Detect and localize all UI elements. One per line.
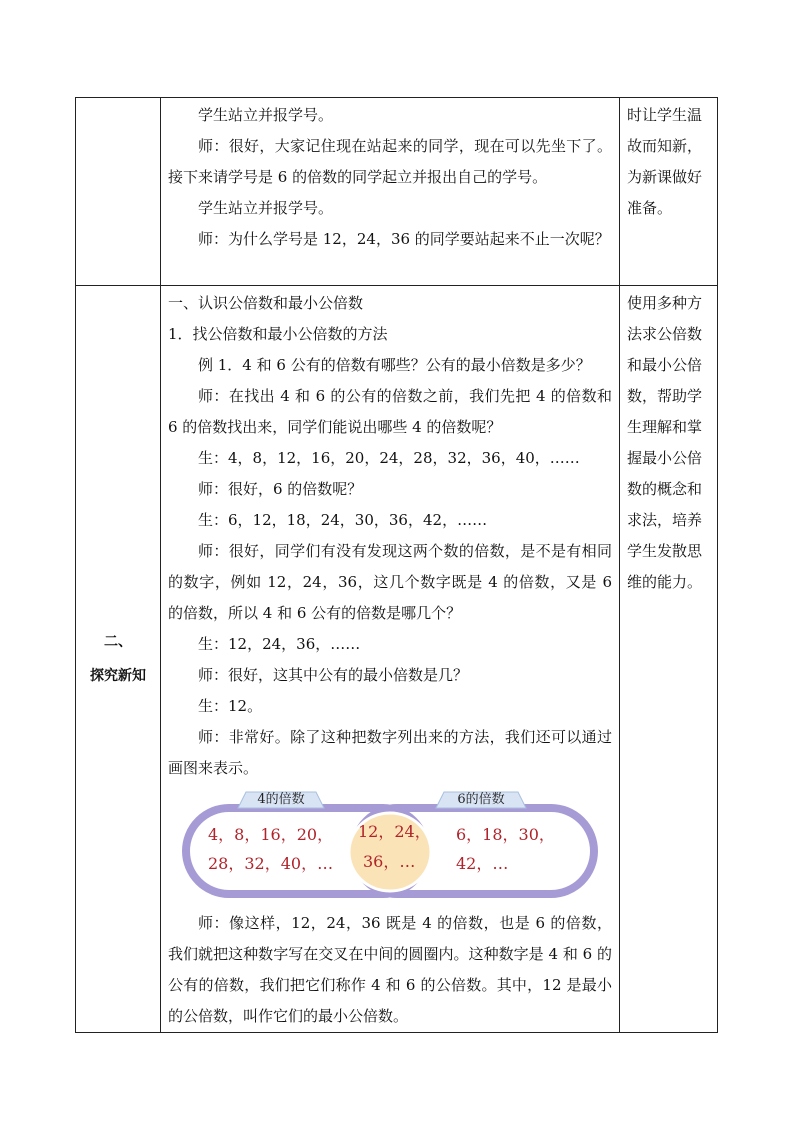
- paragraph: 师：很好，6 的倍数呢？: [198, 480, 363, 498]
- venn-diagram: [168, 786, 612, 904]
- common-numbers-line1: 12，24，: [358, 822, 431, 841]
- lesson-plan-table: [75, 97, 718, 1033]
- stage-cell-empty: [76, 98, 161, 286]
- note-cell-intro: [620, 98, 718, 286]
- table-row-intro: [76, 98, 718, 286]
- paragraph: 师：很好，同学们有没有发现这两个数的倍数，是不是有相同的数字，例如 12，24，36，这几个数字既是 4 的倍数，又是 6 的倍数，所以 4 和 6 公有的倍数是哪几个？: [168, 542, 612, 622]
- paragraph: 生：12，24，36，……: [198, 635, 361, 653]
- paragraph: 师：像这样，12，24，36 既是 4 的倍数，也是 6 的倍数，我们就把这种数字写在交叉在中间的圆圈内。这种数字是 4 和 6 的公有的倍数，我们把它们称作 4 和 6 的公倍数。其中，12 是最小的公倍数，叫作它们的最小公倍数。: [168, 914, 612, 1025]
- paragraph: 生：6，12，18，24，30，36，42，……: [198, 511, 488, 529]
- stage-cell-explore: [76, 286, 161, 1033]
- paragraph: 例 1．4 和 6 公有的倍数有哪些？公有的最小倍数是多少？: [198, 356, 591, 374]
- paragraph: 师：很好，大家记住现在站起来的同学，现在可以先坐下了。接下来请学号是 6 的倍数的同学起立并报出自己的学号。: [168, 137, 612, 186]
- paragraph: 师：为什么学号是 12，24，36 的同学要站起来不止一次呢？: [198, 230, 610, 248]
- left-set-label: 4的倍数: [257, 792, 305, 807]
- design-note: 时让学生温故而知新，为新课做好准备。: [627, 106, 703, 217]
- table-row-explore: [76, 286, 718, 1033]
- stage-number: 二、: [104, 634, 132, 650]
- paragraph: 学生站立并报学号。: [198, 106, 334, 124]
- note-cell-explore: [620, 286, 718, 1033]
- right-numbers-line2: 42，…: [456, 854, 509, 873]
- paragraph: 学生站立并报学号。: [198, 199, 334, 217]
- paragraph: 师：很好，这其中公有的最小倍数是几？: [198, 666, 469, 684]
- paragraph: 生：12。: [198, 697, 263, 715]
- left-numbers-line1: 4，8，16，20，: [208, 825, 334, 844]
- stage-title: 探究新知: [90, 668, 146, 684]
- subsection-heading: 1．找公倍数和最小公倍数的方法: [168, 325, 388, 343]
- content-cell-explore: [161, 286, 620, 1033]
- design-note: 使用多种方法求公倍数和最小公倍数，帮助学生理解和掌握最小公倍数的概念和求法，培养学生发散思维的能力。: [627, 294, 703, 591]
- paragraph: 生：4，8，12，16，20，24，28，32，36，40，……: [198, 449, 580, 467]
- right-numbers-line1: 6，18，30，: [456, 825, 555, 844]
- section-heading: 一、认识公倍数和最小公倍数: [168, 294, 364, 312]
- left-numbers-line2: 28，32，40，…: [208, 854, 334, 873]
- content-cell-intro: [161, 98, 620, 286]
- paragraph: 师：非常好。除了这种把数字列出来的方法，我们还可以通过画图来表示。: [168, 728, 612, 777]
- common-numbers-line2: 36，…: [363, 852, 416, 871]
- paragraph: 师：在找出 4 和 6 的公有的倍数之前，我们先把 4 的倍数和 6 的倍数找出来，同学们能说出哪些 4 的倍数呢？: [168, 387, 612, 436]
- right-set-label: 6的倍数: [457, 792, 505, 807]
